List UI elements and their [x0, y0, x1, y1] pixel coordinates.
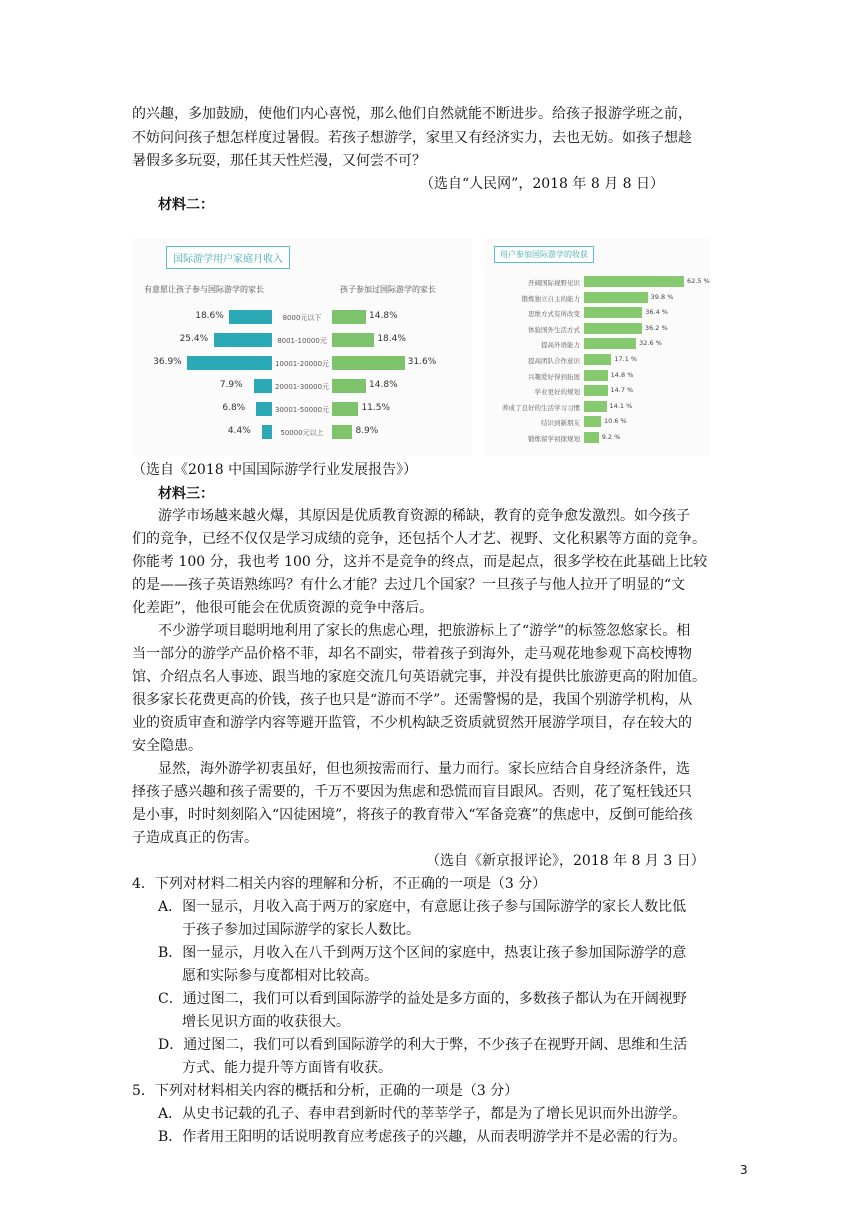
q4-option-a-cont: 于孩子参加过国际游学的家长人数比。 — [182, 922, 420, 938]
category-label: 学业更好的规划 — [534, 388, 580, 397]
category-label: 兴趣爱好得到拓展 — [528, 372, 580, 381]
bar-value-label: 62.5 % — [687, 277, 710, 285]
body-text-line: 当一部分的游学产品价格不菲，却名不副实，带着孩子到海外，走马观花地参观下高校博物 — [132, 646, 692, 662]
bar-right-label: 11.5% — [361, 403, 391, 413]
category-label: 思维方式有所改变 — [528, 310, 580, 319]
bar-left-label: 7.9% — [219, 380, 243, 390]
left-series-header: 有意愿让孩子参与国际游学的家长 — [144, 285, 264, 294]
category-label: 50000元以上 — [280, 429, 324, 437]
bar-right-series — [332, 379, 366, 393]
bar-right-series — [332, 356, 405, 370]
question-4-stem: 4．下列对材料二相关内容的理解和分析，不正确的一项是（3 分） — [132, 876, 547, 892]
body-text-line: 游学市场越来越火爆，其原因是优质教育资源的稀缺，教育的竞争愈发激烈。如今孩子 — [158, 508, 690, 524]
category-label: 提高外语能力 — [541, 341, 580, 350]
q4-option-a: A．图一显示，月收入高于两万的家庭中，有意愿让孩子参与国际游学的家长人数比低 — [158, 899, 687, 915]
bar-value-label: 36.2 % — [644, 323, 668, 332]
category-label: 提高团队合作意识 — [528, 357, 580, 365]
chart-title: 用户参加国际游学的收获 — [494, 246, 594, 263]
bar — [584, 292, 648, 303]
source-citation: （选自“人民网”，2018 年 8 月 8 日） — [420, 176, 665, 192]
body-text-line: 你能考 100 分，我也考 100 分，这并不是竞争的终点，而是起点，很多学校在此基础上比较 — [132, 554, 708, 570]
page-number: 3 — [740, 1163, 748, 1177]
bar-value-label: 14.8 % — [610, 370, 634, 379]
bar — [584, 401, 607, 412]
body-text-line: 不妨问问孩子想怎样度过暑假。若孩子想游学，家里又有经济实力，去也无妨。如孩子想趁 — [132, 130, 692, 146]
gains-bars — [484, 238, 710, 456]
body-text-line: 馆、介绍点名人事迹、跟当地的家庭交流几句英语就完事，并没有提供比旅游更高的附加值。 — [132, 669, 706, 685]
q5-option-b: B．作者用王阳明的话说明教育应考虑孩子的兴趣，从而表明游学并不是必需的行为。 — [158, 1129, 687, 1145]
body-text-line: 的是——孩子英语熟练吗？有什么才能？去过几个国家？一旦孩子与他人拉开了明显的“文 — [132, 577, 686, 593]
bar-value-label: 9.2 % — [601, 433, 621, 441]
body-text-line: 择孩子感兴趣和孩子需要的，千万不要因为焦虑和恐慌而盲目跟风。否则，花了冤枉钱还只 — [132, 784, 692, 800]
body-text-line: 的兴趣，多加鼓励，使他们内心喜悦，那么他们自然就能不断进步。给孩子报游学班之前， — [132, 106, 692, 122]
question-5-stem: 5．下列对材料相关内容的概括和分析，正确的一项是（3 分） — [132, 1083, 519, 1099]
category-label: 养成了良好的生活学习习惯 — [502, 403, 580, 412]
source-citation: （选自《2018 中国国际游学行业发展报告》） — [132, 462, 418, 478]
bar — [584, 385, 608, 396]
bar-left-label: 6.8% — [222, 403, 246, 413]
bar-right-series — [332, 402, 358, 416]
body-text-line: 是小事，时时刻刻陷入“囚徒困境”，将孩子的教育带入“军备竞赛”的焦虑中，反倒可能给孩 — [132, 807, 693, 823]
bar-right-label: 8.9% — [355, 426, 379, 436]
bar — [584, 323, 642, 334]
body-text-line: 不少游学项目聪明地利用了家长的焦虑心理，把旅游标上了“游学”的标签忽悠家长。相 — [158, 623, 691, 639]
category-label: 开阔国际视野见识 — [528, 279, 580, 287]
bar-value-label: 39.8 % — [650, 292, 674, 301]
bar — [584, 354, 611, 365]
bar-left-series — [254, 379, 272, 393]
bar-left-series — [262, 425, 272, 439]
q4-option-d: D．通过图二，我们可以看到国际游学的利大于弊，不少孩子在视野开阔、思维和生活 — [158, 1037, 688, 1053]
body-text-line: 暑假多多玩耍，那任其天性烂漫，又何尝不可？ — [132, 153, 426, 169]
bar-left-series — [187, 356, 272, 370]
body-text-line: 们的竞争，已经不仅仅是学习成绩的竞争，还包括个人才艺、视野、文化积累等方面的竞争。 — [132, 531, 706, 547]
bar-left-series — [256, 402, 272, 416]
bar — [584, 370, 608, 381]
q4-option-c: C．通过图二，我们可以看到国际游学的益处是多方面的，多数孩子都认为在开阔视野 — [158, 991, 687, 1007]
bar-right-label: 14.8% — [369, 311, 398, 321]
body-text-line: 安全隐患。 — [132, 738, 202, 754]
bar-left-label: 36.9% — [153, 357, 182, 367]
bar-right-series — [332, 333, 374, 347]
bar-right-label: 31.6% — [407, 357, 437, 367]
bar-left-series — [229, 310, 272, 324]
q5-option-a: A．从史书记载的孔子、春申君到新时代的莘莘学子，都是为了增长见识而外出游学。 — [158, 1106, 687, 1122]
category-label: 8000元以下 — [282, 314, 322, 322]
income-bars — [132, 238, 472, 456]
bar-value-label: 36.4 % — [645, 308, 668, 317]
gains-chart — [484, 238, 710, 456]
bar — [584, 432, 599, 443]
bar — [584, 338, 636, 349]
body-text-line: 显然，海外游学初衷虽好，但也须按需而行、量力而行。家长应结合自身经济条件，选 — [158, 761, 690, 777]
bar — [584, 307, 642, 318]
category-label: 30001-50000元 — [274, 406, 330, 414]
source-citation: （选自《新京报评论》，2018 年 8 月 3 日） — [426, 853, 705, 869]
bar-value-label: 14.7 % — [610, 386, 634, 395]
category-label: 20001-30000元 — [274, 383, 330, 391]
bar-left-label: 18.6% — [195, 311, 224, 321]
category-label: 结识到新朋友 — [541, 419, 580, 428]
bar-value-label: 17.1 % — [614, 355, 638, 363]
category-label: 8001-10000元 — [277, 337, 327, 345]
q4-option-b-cont: 愿和实际参与度都相对比较高。 — [182, 968, 378, 984]
bar-left-label: 25.4% — [179, 334, 209, 344]
bar-left-series — [214, 333, 272, 347]
bar-right-label: 14.8% — [369, 380, 398, 390]
income-chart — [132, 238, 472, 456]
bar-left-label: 4.4% — [227, 426, 251, 436]
category-label: 10001-20000元 — [274, 360, 330, 368]
body-text-line: 化差距”，他很可能会在优质资源的竞争中落后。 — [132, 600, 434, 616]
bar-value-label: 32.6 % — [639, 339, 662, 348]
bar — [584, 276, 684, 287]
body-text-line: 业的资质审查和游学内容等避开监管，不少机构缺乏资质就贸然开展游学项目，存在较大的 — [132, 715, 692, 731]
q4-option-b: B．图一显示，月收入在八千到两万这个区间的家庭中，热衷让孩子参加国际游学的意 — [158, 945, 687, 961]
right-series-header: 孩子参加过国际游学的家长 — [340, 285, 436, 294]
bar-right-series — [332, 425, 352, 439]
bar-right-label: 18.4% — [377, 334, 406, 344]
chart-title: 国际游学用户家庭月收入 — [166, 246, 290, 269]
body-text-line: 很多家长花费更高的价钱，孩子也只是“游而不学”。还需警惕的是，我国个别游学机构，从 — [132, 692, 693, 708]
bar — [584, 416, 601, 427]
q4-option-d-cont: 方式、能力提升等方面皆有收获。 — [182, 1060, 392, 1076]
body-text-line: 子造成真正的伤害。 — [132, 830, 258, 846]
material3-heading: 材料三： — [158, 486, 214, 502]
category-label: 体验国外生活方式 — [528, 325, 580, 334]
bar-value-label: 10.6 % — [603, 417, 627, 426]
category-label: 锻炼留学初探规划 — [528, 435, 580, 443]
bar-right-series — [332, 310, 366, 324]
material2-heading: 材料二： — [158, 197, 214, 213]
bar-value-label: 14.1 % — [609, 401, 633, 410]
category-label: 锻炼独立自主的能力 — [521, 294, 580, 303]
q4-option-c-cont: 增长见识方面的收获很大。 — [182, 1014, 350, 1030]
